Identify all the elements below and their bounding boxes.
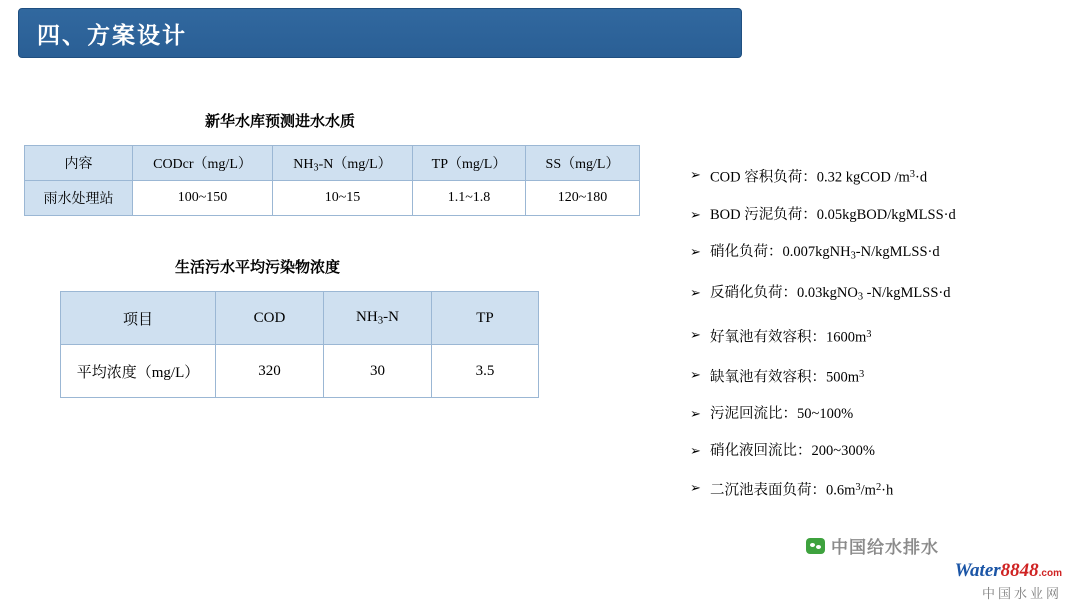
- table2-header-cell: TP: [432, 292, 539, 345]
- list-item: [690, 165, 1070, 188]
- page-title: 四、方案设计: [37, 21, 187, 48]
- table2-cell: 320: [216, 345, 324, 398]
- table1-header-cell: $NH_3-N(mg/L)$: [273, 146, 413, 181]
- list-item: [690, 365, 1070, 388]
- sewage-concentration-table: [60, 291, 539, 398]
- list-item: [690, 325, 1070, 348]
- list-item-label: 反硝化负荷：0.03kgNO$_3$ -N/kgMLSS·d: [710, 285, 951, 303]
- list-item-label: 缺氧池有效容积：$500m^3$: [710, 368, 865, 386]
- table2-header-cell: $NH_3-N$: [324, 292, 432, 345]
- site-name: 中国水业网: [981, 586, 1062, 601]
- table1-cell: 120~180: [526, 181, 640, 216]
- list-item-label: 好氧池有效容积：$1600m^3$: [710, 328, 872, 346]
- table-row: [61, 345, 539, 398]
- arrow-bullet-icon: ➢: [690, 326, 701, 342]
- table2-header-cell: COD: [216, 292, 324, 345]
- arrow-bullet-icon: ➢: [690, 480, 701, 496]
- table1-caption: 新华水库预测进水水质: [205, 114, 356, 130]
- arrow-bullet-icon: ➢: [690, 406, 701, 422]
- watermark-footer: [806, 533, 1066, 602]
- influent-quality-table: [24, 145, 640, 216]
- arrow-bullet-icon: ➢: [690, 285, 701, 301]
- table2-cell: 30: [324, 345, 432, 398]
- list-item-label: 硝化负荷：0.007kgNH$_3$-N/kgMLSS·d: [710, 243, 940, 262]
- table1-header-cell: SS（mg/L）: [526, 146, 640, 181]
- list-item: [690, 283, 1070, 308]
- design-parameters-list: [690, 165, 1070, 518]
- list-item-label: 二沉池表面负荷：$0.6m^3/m^2\cdot h$: [710, 482, 894, 499]
- wechat-account-name: 中国给水排水: [831, 538, 939, 557]
- arrow-bullet-icon: ➢: [690, 443, 701, 459]
- table1-cell: 10~15: [273, 181, 413, 216]
- list-item: [690, 478, 1070, 501]
- brand-number: 8848: [1000, 560, 1039, 581]
- list-item: [690, 205, 1070, 225]
- left-content-column: [0, 110, 670, 398]
- table2-row-header: 平均浓度（mg/L）: [61, 345, 216, 398]
- brand-url: [806, 560, 1066, 582]
- table2-header-cell: 项目: [61, 292, 216, 345]
- table1-cell: 100~150: [133, 181, 273, 216]
- wechat-icon: [806, 538, 825, 554]
- table1-cell: 1.1~1.8: [413, 181, 526, 216]
- list-item-label: 硝化液回流比：200~300%: [710, 443, 875, 460]
- table1-header-cell: 内容: [25, 146, 133, 181]
- table-header-row: [25, 146, 640, 181]
- table1-row-header: 雨水处理站: [25, 181, 133, 216]
- arrow-bullet-icon: ➢: [690, 167, 701, 182]
- slide-title-bar: [18, 8, 742, 58]
- list-item: [690, 404, 1070, 424]
- list-item: [690, 441, 1070, 461]
- arrow-bullet-icon: ➢: [690, 243, 701, 259]
- table-header-row: [61, 292, 539, 345]
- table2-cell: 3.5: [432, 345, 539, 398]
- list-item-label: COD 容积负荷：0.32 kgCOD $/m^3\cdot d$: [710, 169, 928, 186]
- table1-header-cell: CODcr（mg/L）: [133, 146, 273, 181]
- brand-suffix: .com: [1038, 568, 1062, 579]
- arrow-bullet-icon: ➢: [690, 366, 701, 382]
- arrow-bullet-icon: ➢: [690, 206, 701, 222]
- table-row: [25, 181, 640, 216]
- table2-caption: 生活污水平均污染物浓度: [175, 260, 341, 276]
- list-item: [690, 242, 1070, 267]
- list-item-label: 污泥回流比：50~100%: [710, 406, 854, 423]
- table1-header-cell: TP（mg/L）: [413, 146, 526, 181]
- list-item-label: BOD 污泥负荷：0.05kgBOD/kgMLSS·d: [710, 206, 956, 223]
- wechat-account: [806, 533, 1066, 558]
- brand-word: Water: [954, 560, 1001, 581]
